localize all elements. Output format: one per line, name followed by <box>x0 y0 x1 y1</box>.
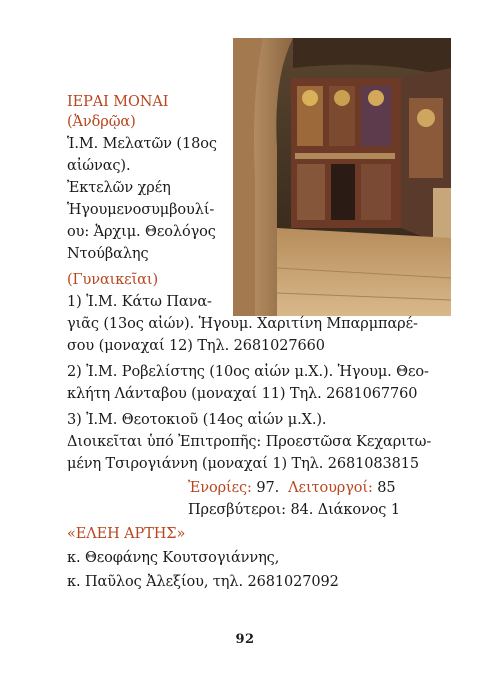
text-line: Διοικεῖται ὑπό Ἐπιτροπῆς: Προεστῶσα Κεχαριτω- <box>67 434 432 450</box>
text-line: σου (μοναχαί 12) Τηλ. 2681027660 <box>67 338 325 354</box>
monastery-interior-photo <box>233 38 451 316</box>
men-monasteries-label: (Ἀνδρῷα) <box>67 114 136 130</box>
photo-graphic <box>233 38 451 316</box>
text-line: κλήτη Λάνταβου (μοναχαί 11) Τηλ. 2681067760 <box>67 386 418 402</box>
clergy-stats-line <box>188 478 396 498</box>
text-line: Ἱ.Μ. Μελατῶν (18ος <box>67 136 217 152</box>
text-line: αἰώνας). <box>67 158 131 174</box>
text-line: κ. Παῦλος Ἀλεξίου, τηλ. 2681027092 <box>67 574 339 590</box>
text-line: ου: Ἀρχιμ. Θεολόγος <box>67 224 216 240</box>
text-line: Ἐκτελῶν χρέη <box>67 180 171 196</box>
charity-title: «ΕΛΕΗ ΑΡΤΗΣ» <box>67 526 186 542</box>
section-heading: ΙΕΡΑΙ ΜΟΝΑΙ <box>67 94 169 110</box>
women-monasteries-label: (Γυναικεῖαι) <box>67 272 159 288</box>
text-line: μένη Τσιρογιάννη (μοναχαί 1) Τηλ. 2681083815 <box>67 456 420 472</box>
clergy-stats-line-2: Πρεσβύτεροι: 84. Διάκονος 1 <box>188 502 400 518</box>
liturgists-value: 85 <box>372 480 396 496</box>
parishes-value: 97. <box>251 480 280 496</box>
liturgists-label: Λειτουργοί: <box>288 480 373 496</box>
parishes-label: Ἐνορίες: <box>188 480 252 496</box>
text-line: 2) Ἱ.Μ. Ροβελίστης (10ος αἰών μ.Χ.). Ἡγουμ. Θεο- <box>67 364 429 380</box>
text-line: Ἡγουμενοσυμβουλί- <box>67 202 215 218</box>
text-line: κ. Θεοφάνης Κουτσογιάννης, <box>67 550 280 566</box>
page-number: 92 <box>235 632 255 647</box>
text-line: 1) Ἱ.Μ. Κάτω Πανα- <box>67 294 212 310</box>
text-line: Ντούβαλης <box>67 246 149 262</box>
text-line: 3) Ἱ.Μ. Θεοτοκιοῦ (14ος αἰών μ.Χ.). <box>67 412 327 428</box>
text-line: γιᾶς (13ος αἰών). Ἡγουμ. Χαριτίνη Μπαρμπαρέ- <box>67 316 418 332</box>
